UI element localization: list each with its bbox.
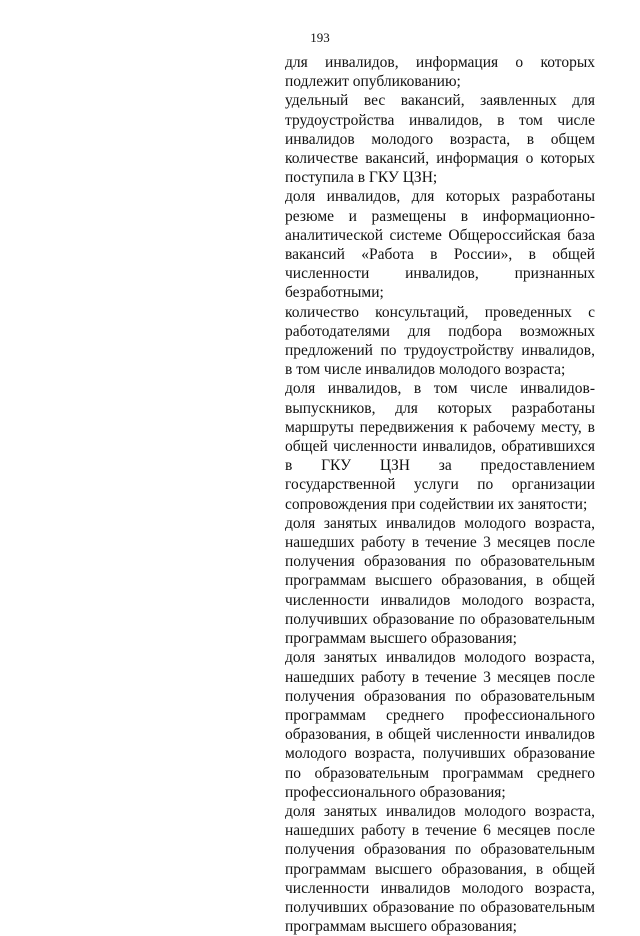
list-item: для инвалидов, информация о которых подлежит опубликованию; [285,54,595,91]
list-item: удельный вес вакансий, заявленных для трудоустройства инвалидов, в том числе инвалидов молодого возраста, в общем количестве вакансий, информация о которых поступила в ГКУ ЦЗН; [285,92,595,187]
list-item: доля инвалидов, для которых разработаны резюме и размещены в информационно-аналитической системе Общероссийская база вакансий «Работа в России», в общей численности инвалидов, признанных безработными; [285,188,595,302]
document-body [285,53,595,936]
list-item: количество консультаций, проведенных с работодателями для подбора возможных предложений по трудоустройству инвалидов, в том числе инвалидов молодого возраста; [285,303,595,379]
list-item: доля инвалидов, в том числе инвалидов-выпускников, для которых разработаны маршруты передвижения к рабочему месту, в общей численности инвалидов, обратившихся в ГКУ ЦЗН за предоставлением государственной услуги по организации сопровождения при содействии их занятости; [285,380,595,513]
list-item: доля занятых инвалидов молодого возраста, нашедших работу в течение 6 месяцев после получения образования по образовательным программам высшего образования, в общей численности инвалидов молодого возраста, получивших образование по образовательным программам высшего образования; [285,802,595,936]
list-item: доля занятых инвалидов молодого возраста, нашедших работу в течение 3 месяцев после получения образования по образовательным программам среднего профессионального образования, в общей численности инвалидов молодого возраста, получивших образование по образовательным программам среднего профессионального образования; [285,649,595,801]
list-item: доля занятых инвалидов молодого возраста, нашедших работу в течение 3 месяцев после получения образования по образовательным программам высшего образования, в общей численности инвалидов молодого возраста, получивших образование по образовательным программам высшего образования; [285,514,595,648]
page-number: 193 [310,30,330,45]
